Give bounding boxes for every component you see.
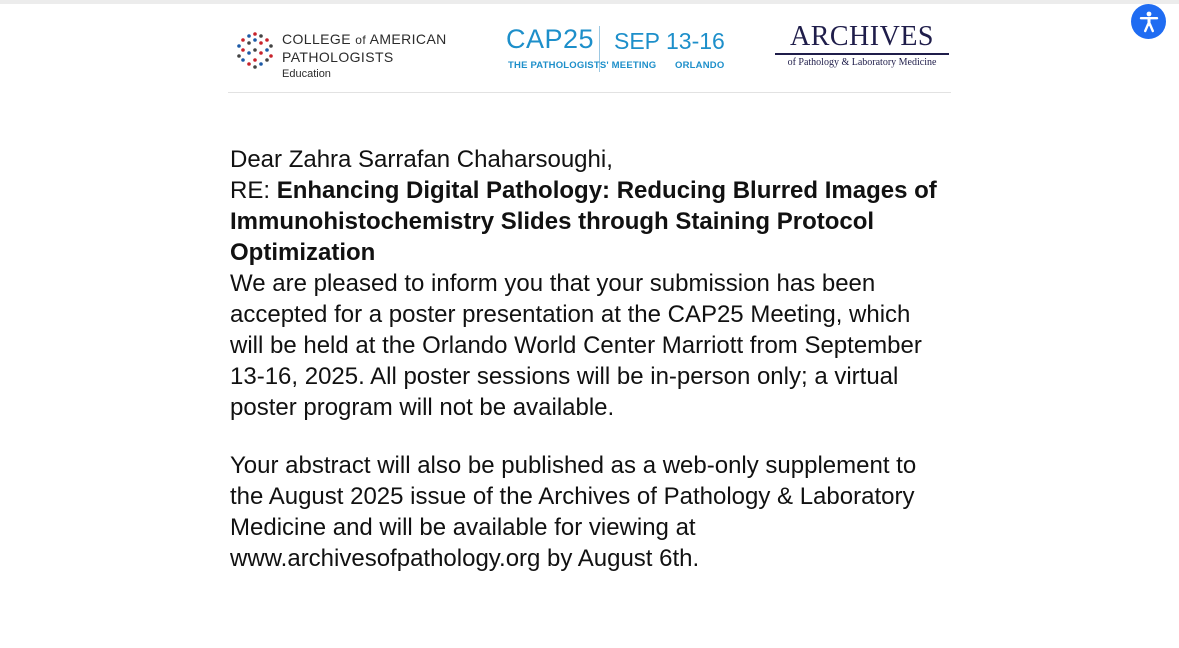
accessibility-icon xyxy=(1137,10,1161,34)
greeting: Dear Zahra Sarrafan Chaharsoughi, xyxy=(230,146,613,173)
event-location: ORLANDO xyxy=(675,60,725,71)
re-label: RE: xyxy=(230,177,271,204)
event-dates: SEP 13-16 xyxy=(614,28,725,54)
re-line xyxy=(230,175,950,268)
archives-subtitle: of Pathology & Laboratory Medicine xyxy=(787,57,937,68)
publication-paragraph: Your abstract will also be published as a web-only supplement to the August 2025 issue of the Archives of Pathology & Laboratory Medicine and will be available for viewing at www.archivesofpathology.org by August 6th. xyxy=(230,452,917,572)
archives-rule xyxy=(775,53,949,55)
acceptance-paragraph: We are pleased to inform you that your submission has been accepted for a poster presentation at the CAP25 Meeting, which will be held at the Orlando World Center Marriott from September 13-16, 2025. All poster sessions will be in-person only; a virtual poster program will not be available. xyxy=(230,270,922,421)
archives-logo[interactable] xyxy=(775,22,949,74)
cap-education-label: Education xyxy=(282,68,331,80)
event-subtitle: THE PATHOLOGISTS' MEETING xyxy=(508,60,657,71)
cap-name-line1: COLLEGE of AMERICAN xyxy=(282,31,447,47)
cap-name-line2: PATHOLOGISTS xyxy=(282,49,394,65)
email-header xyxy=(228,10,951,93)
event-name: CAP25 xyxy=(506,24,595,54)
accessibility-button[interactable] xyxy=(1131,4,1166,39)
cap25-event-logo[interactable] xyxy=(506,24,732,76)
archives-title: ARCHIVES xyxy=(789,21,934,52)
cap-dots-icon xyxy=(235,30,275,70)
submission-title: Enhancing Digital Pathology: Reducing Blurred Images of Immunohistochemistry Slides through Staining Protocol Optimization xyxy=(230,177,937,266)
cap-education-logo[interactable] xyxy=(235,20,465,82)
letter-body xyxy=(230,144,950,601)
top-bar xyxy=(0,0,1179,4)
